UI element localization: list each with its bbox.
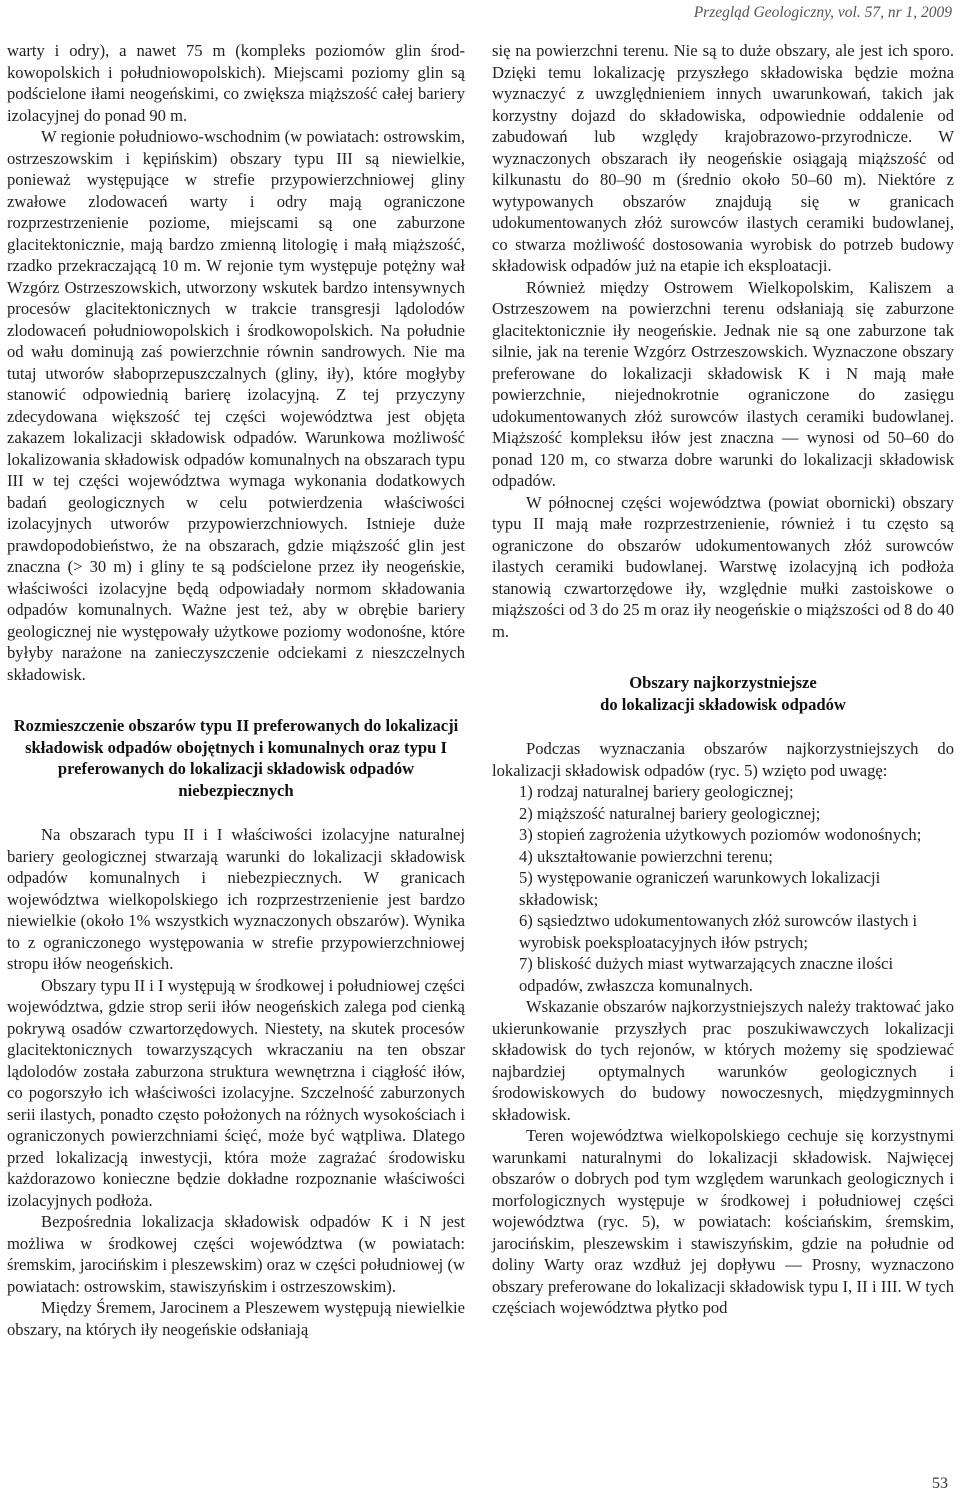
paragraph: się na powierzchni terenu. Nie są to duże obszary, ale jest ich sporo. Dzięki temu lokalizację przyszłego składowiska będzie można wyznaczyć z uwzględnieniem innych uwarunkowań, takich jak korzystny dojazd do składowiska, odpowiednie oddalenie od zabudowań lub względy krajobrazowo-przyrodnicze. W wyznaczonych obszarach iły neogeńskie osiągają miąższość od kilkunastu do 80–90 m (średnio około 50–60 m). Niektóre z wytypowanych obszarów znajdują się w granicach udokumentowanych złóż surowców ilastych ceramiki budowlanej, co stwarza możliwość dostosowania wyrobisk do potrzeb budowy składowisk odpadów już na etapie ich eksploatacji.	[492, 41, 954, 275]
list-item: 2) miąższość naturalnej bariery geologicznej;	[519, 803, 821, 823]
paragraph: Teren województwa wielkopolskiego cechuje się korzystnymi warunkami naturalnymi do lokalizacji składowisk. Najwięcej obszarów o dobrych pod tym względem warunkach geologicznych i morfologicznych występuje w środkowej i południowej części województwa (ryc. 5), w powiatach: kościańskim, śremskim, jarocińskim, pleszewskim i stawiszyńskim, gdzie na południe od doliny Warty oraz wzdłuż jej dopływu — Prosny, wyznaczono obszary preferowane do lokalizacji składowisk typu I, II i III. W tych częściach województwa płytko pod	[492, 1126, 954, 1317]
section-heading: Rozmieszczenie obszarów typu II preferowanych do lokalizacji składowisk odpadów obojętnych i komunalnych oraz typu I preferowanych do lokalizacji składowisk odpadów niebezpiecznych	[13, 716, 459, 800]
paragraph: Wskazanie obszarów najkorzystniejszych należy traktować jako ukierunkowanie przyszłych prac poszukiwawczych lokalizacji składowisk do tych rejonów, w których możemy się spodziewać najbardziej optymalnych warunków geologicznych i środowiskowych do budowy nowoczesnych, międzygminnych składowisk.	[492, 997, 954, 1124]
section-heading	[492, 672, 954, 715]
paragraph: Między Śremem, Jarocinem a Pleszewem występują niewielkie obszary, na których iły neogeńskie odsłaniają	[7, 1298, 465, 1339]
paragraph: Na obszarach typu II i I właściwości izolacyjne naturalnej bariery geologicznej stwarzają warunki do lokalizacji składowisk odpadów komunalnych i niebezpiecznych. W granicach województwa wielkopolskiego ich rozprzestrzenienie jest bardzo niewielkie (około 1% wszystkich wyznaczonych obszarów). Wynika to z ograniczonego występowania w strefie przypowierzchniowej stropu iłów neogeńskich.	[7, 825, 465, 973]
section-heading-line: Obszary najkorzystniejsze	[629, 673, 817, 692]
paragraph: Podczas wyznaczania obszarów najkorzystniejszych do lokalizacji składowisk odpadów (ryc. 5) wzięto pod uwagę:	[492, 739, 954, 780]
left-column	[7, 40, 465, 1340]
right-column	[492, 40, 954, 1319]
list-item: 7) bliskość dużych miast wytwarzających znaczne ilości odpadów, zwłaszcza komunalnych.	[519, 954, 894, 995]
list-item: 1) rodzaj naturalnej bariery geologicznej;	[519, 782, 794, 801]
paragraph: W regionie południowo-wschodnim (w powiatach: ostrowskim, ostrzeszowskim i kępińskim) obszary typu III są niewielkie, ponieważ występujące w strefie przypowierzchniowej gliny zwałowe zlodowaceń warty i odry mają ograniczone rozprzestrzenienie poziome, miejscami są one zaburzone glacitektonicznie, mają bardzo zmienną litologię i małą miąższość, rzadko przekraczającą 10 m. W rejonie tym występuje potężny wał Wzgórz Ostrzeszowskich, utworzony wskutek bardzo intensywnych procesów glacitektonicznych w trakcie transgresji lądolodów zlodowaceń południowopolskich i środkowopolskich. Na południe od wału dominują zaś powierzchnie równin sandrowych. Nie ma tutaj utworów słaboprzepuszczalnych (gliny, iły), które mogłyby stanowić odpowiednią barierę izolacyjną. Z tej przyczyny zdecydowana większość tej części województwa jest objęta zakazem lokalizacji składowisk odpadów. Warunkowa możliwość lokalizowania składowisk odpadów komunalnych na obszarach typu III w tej części województwa wymaga wykonania dodatkowych badań geologicznych w celu potwierdzenia właściwości izolacyjnych utworów przypowierzchniowych. Istnieje duże prawdopodobieństwo, że na obszarach, gdzie miąższość glin jest znaczna (> 30 m) i gliny te są podścielone przez iły neogeńskie, właściwości izolacyjne będą odpowiadały normom składowania odpadów komunalnych. Ważne jest też, aby w obrębie bariery geologicznej nie występowały użytkowe poziomy wodonośne, które byłyby narażone na zanieczyszczenie odciekami z nieszczelnych składowisk.	[7, 127, 465, 684]
list-item: 4) ukształtowanie powierzchni terenu;	[519, 846, 773, 866]
paragraph: warty i odry), a nawet 75 m (kompleks poziomów glin środkowopolskich i południowopolskich). Miejscami poziomy glin są podścielone iłami neogeńskimi, co zwiększa miąższość całej bariery izolacyjnej do ponad 90 m.	[7, 41, 465, 125]
list-item: 3) stopień zagrożenia użytkowych poziomów wodonośnych;	[519, 825, 922, 844]
paragraph: Obszary typu II i I występują w środkowej i południowej części województwa, gdzie strop serii iłów neogeńskich zalega pod cienką pokrywą osadów czwartorzędowych. Niestety, na skutek procesów glacitektonicznych towarzyszących wkraczaniu na ten obszar lądolodów została zaburzona struktura wewnętrzna i ciągłość iłów, co pogorszyło ich właściwości izolacyjne. Szczelność zaburzonych serii ilastych, ponadto często położonych na różnych wysokościach i ograniczonych powierzchniami ścięć, może być wątpliwa. Dlatego przed lokalizacją inwestycji, która może zagrażać środowisku każdorazowo konieczne będzie dokładne rozpoznanie właściwości izolacyjnych podłoża.	[7, 975, 465, 1210]
section-heading-line: do lokalizacji składowisk odpadów	[600, 694, 846, 714]
list-item: 5) występowanie ograniczeń warunkowych lokalizacji składowisk;	[519, 868, 881, 909]
list-item: 6) sąsiedztwo udokumentowanych złóż surowców ilastych i wyrobisk poeksploatacyjnych iłów pstrych;	[519, 911, 918, 952]
paragraph: Również między Ostrowem Wielkopolskim, Kaliszem a Ostrzeszowem na powierzchni terenu odsłaniają się zaburzone glacitektonicznie iły neogeńskie. Jednak nie są one zaburzone tak silnie, jak na terenie Wzgórz Ostrzeszowskich. Wyznaczone obszary preferowane do lokalizacji składowisk K i N mają małe powierzchnie, niejednokrotnie ograniczone do zasięgu udokumentowanych złóż surowców ilastych ceramiki budowlanej. Miąższość kompleksu iłów jest znaczna — wynosi od 50–60 do ponad 120 m, co stwarza dobre warunki do lokalizacji składowisk odpadów.	[492, 277, 954, 490]
criteria-list	[492, 781, 954, 996]
paragraph: Bezpośrednia lokalizacja składowisk odpadów K i N jest możliwa w środkowej części województwa (w powiatach: śremskim, jarocińskim i pleszewskim) oraz w części południowej (w powiatach: ostrowskim, stawiszyńskim i ostrzeszowskim).	[7, 1212, 465, 1296]
paragraph: W północnej części województwa (powiat obornicki) obszary typu II mają małe rozprzestrzenienie, również i tu często są ograniczone do obszarów udokumentowanych złóż surowców ilastych ceramiki budowlanej. Warstwę izolacyjną ich podłoża stanowią czwartorzędowe iły, względnie mułki zastoiskowe o miąższości od 3 do 25 m oraz iły neogeńskie o miąższości od 8 do 40 m.	[492, 492, 954, 641]
page-number: 53	[932, 1474, 948, 1492]
running-header: Przegląd Geologiczny, vol. 57, nr 1, 2009	[693, 4, 952, 21]
